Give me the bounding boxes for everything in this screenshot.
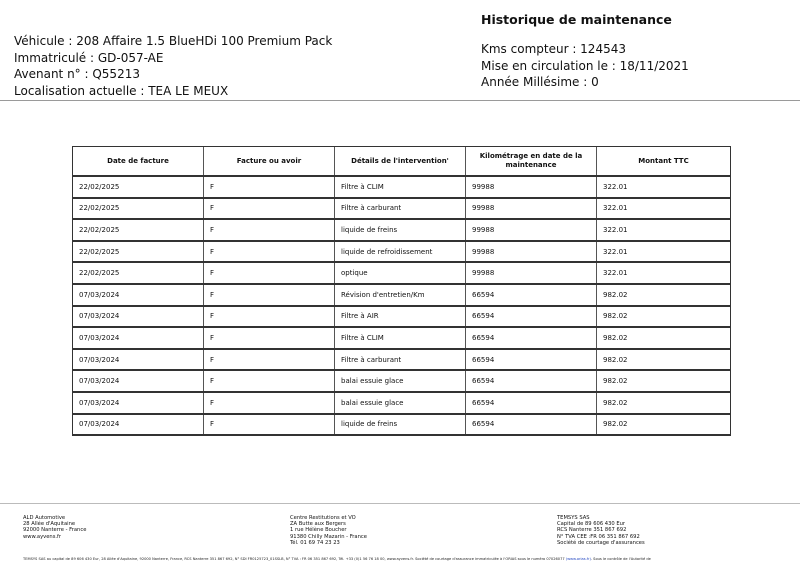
cell-intervention-details: Révision d'entretien/Km xyxy=(335,285,466,305)
table-row xyxy=(73,350,730,372)
footer-line: Centre Restitutions et VO xyxy=(290,515,356,521)
cell-mileage: 66594 xyxy=(466,328,597,348)
vintage-year: Année Millésime : 0 xyxy=(481,75,599,89)
cell-mileage: 66594 xyxy=(466,371,597,391)
cell-invoice-date: 07/03/2024 xyxy=(73,350,204,370)
cell-mileage: 66594 xyxy=(466,350,597,370)
cell-mileage: 66594 xyxy=(466,415,597,435)
cell-invoice-date: 07/03/2024 xyxy=(73,307,204,327)
cell-mileage: 66594 xyxy=(466,307,597,327)
cell-invoice-type: F xyxy=(204,263,335,283)
cell-invoice-date: 22/02/2025 xyxy=(73,199,204,219)
cell-invoice-date: 07/03/2024 xyxy=(73,415,204,435)
cell-intervention-details: Filtre à carburant xyxy=(335,350,466,370)
cell-invoice-date: 22/02/2025 xyxy=(73,177,204,197)
cell-invoice-type: F xyxy=(204,307,335,327)
maintenance-table xyxy=(72,146,731,436)
footer-company-address xyxy=(23,515,86,540)
footer-line: ALD Automotive xyxy=(23,515,66,521)
cell-amount: 982.02 xyxy=(603,290,628,299)
footer-line: 28 Allée d'Aquitaine xyxy=(23,521,76,528)
table-row xyxy=(73,263,730,285)
table-header-row xyxy=(73,147,730,177)
cell-intervention-details: optique xyxy=(335,263,466,283)
cell-invoice-type: F xyxy=(204,199,335,219)
cell-invoice-date: 22/02/2025 xyxy=(73,220,204,240)
cell-intervention-details: liquide de refroidissement xyxy=(335,242,466,262)
cell-amount: 322.01 xyxy=(603,225,628,234)
vehicle-stats xyxy=(481,41,689,91)
cell-intervention-details: Filtre à AIR xyxy=(335,307,466,327)
cell-invoice-date: 07/03/2024 xyxy=(73,285,204,305)
cell-invoice-type: F xyxy=(204,415,335,435)
cell-mileage: 66594 xyxy=(466,393,597,413)
cell-invoice-type: F xyxy=(204,371,335,391)
table-row xyxy=(73,242,730,264)
cell-invoice-type: F xyxy=(204,242,335,262)
footer-line: ZA Butte aux Bergers xyxy=(290,521,346,528)
cell-mileage: 66594 xyxy=(466,285,597,305)
cell-amount: 982.02 xyxy=(603,355,628,364)
cell-invoice-date: 07/03/2024 xyxy=(73,393,204,413)
footer-line: Société de courtage d'assurances xyxy=(557,539,645,546)
footer-line: Capital de 89 606 430 Eur xyxy=(557,521,626,528)
cell-amount: 982.02 xyxy=(603,333,628,342)
table-row xyxy=(73,220,730,242)
cell-amount: 322.01 xyxy=(603,182,628,191)
cell-amount: 322.01 xyxy=(603,269,628,278)
vehicle-info xyxy=(14,33,332,99)
legal-text-tail: . Sous le contrôle de l'Autorité de xyxy=(590,557,651,561)
vehicle-model: Véhicule : 208 Affaire 1.5 BlueHDi 100 Premium Pack xyxy=(14,34,333,48)
table-row xyxy=(73,415,730,437)
first-registration-date: Mise en circulation le : 18/11/2021 xyxy=(481,58,689,73)
cell-mileage: 99988 xyxy=(466,199,597,219)
current-location: Localisation actuelle : TEA LE MEUX xyxy=(14,83,229,98)
footer-line: 91380 Chilly Mazarin - France xyxy=(290,533,367,540)
column-header-invoice-type: Facture ou avoir xyxy=(204,147,335,175)
cell-mileage: 99988 xyxy=(466,242,597,262)
column-header-details: Détails de l'intervention' xyxy=(335,147,466,175)
table-row xyxy=(73,393,730,415)
table-row xyxy=(73,371,730,393)
cell-intervention-details: Filtre à CLIM xyxy=(335,177,466,197)
footer-restitution-center xyxy=(290,515,367,546)
footer-phone: Tél. 01 69 74 23 23 xyxy=(290,539,340,546)
cell-intervention-details: liquide de freins xyxy=(335,220,466,240)
cell-invoice-type: F xyxy=(204,285,335,305)
orias-link[interactable]: (www.orias.fr) xyxy=(565,557,591,561)
cell-intervention-details: Filtre à CLIM xyxy=(335,328,466,348)
column-header-date: Date de facture xyxy=(73,147,204,175)
cell-amount: 982.02 xyxy=(603,312,628,321)
cell-invoice-type: F xyxy=(204,393,335,413)
cell-invoice-date: 22/02/2025 xyxy=(73,263,204,283)
table-body xyxy=(73,177,730,436)
footer-line: 92000 Nanterre - France xyxy=(23,527,87,534)
cell-amount: 322.01 xyxy=(603,204,628,213)
cell-amount: 982.02 xyxy=(603,420,628,429)
footer-line: TEMSYS SAS xyxy=(557,515,590,521)
cell-mileage: 99988 xyxy=(466,220,597,240)
footer-line: N° TVA CEE :FR 06 351 867 692 xyxy=(557,533,640,540)
cell-invoice-type: F xyxy=(204,220,335,240)
cell-invoice-type: F xyxy=(204,328,335,348)
cell-amount: 982.02 xyxy=(603,398,628,407)
cell-invoice-date: 22/02/2025 xyxy=(73,242,204,262)
document-title: Historique de maintenance xyxy=(481,12,672,27)
table-row xyxy=(73,328,730,350)
cell-invoice-date: 07/03/2024 xyxy=(73,328,204,348)
cell-intervention-details: Filtre à carburant xyxy=(335,199,466,219)
footer-website: www.ayvens.fr xyxy=(23,533,62,540)
registration: Immatriculé : GD-057-AE xyxy=(14,50,164,65)
table-row xyxy=(73,199,730,221)
cell-intervention-details: balai essuie glace xyxy=(335,371,466,391)
footer-line: RCS Nanterre 351 867 692 xyxy=(557,527,627,534)
footer-legal-entity xyxy=(557,515,645,546)
odometer: Kms compteur : 124543 xyxy=(481,42,626,56)
legal-notice xyxy=(23,557,793,561)
legal-text: TEMSYS SAS au capital de 89 606 430 Eur, 28 Allée d'Aquitaine, 92000 Nanterre, France, RCS Nanterre 351 867 692, N° SDI FR0125723_01SSLB, N° TVA : FR 06 351 867 692, Tél. +33 (0)1 56 76 18 00, www.ayvens.fr. Société de courtage d'assurance immatriculée à l'ORIAS sous le numéro 07026077 xyxy=(23,557,565,561)
header-divider xyxy=(0,100,800,101)
table-row xyxy=(73,285,730,307)
cell-intervention-details: balai essuie glace xyxy=(335,393,466,413)
cell-invoice-date: 07/03/2024 xyxy=(73,371,204,391)
table-row xyxy=(73,177,730,199)
cell-invoice-type: F xyxy=(204,177,335,197)
cell-mileage: 99988 xyxy=(466,177,597,197)
amendment-number: Avenant n° : Q55213 xyxy=(14,67,140,81)
cell-intervention-details: liquide de freins xyxy=(335,415,466,435)
column-header-amount: Montant TTC xyxy=(638,156,689,165)
cell-invoice-type: F xyxy=(204,350,335,370)
footer-line: 1 rue Hélène Boucher xyxy=(290,527,347,534)
column-header-mileage: Kilométrage en date de la maintenance xyxy=(466,147,597,175)
cell-mileage: 99988 xyxy=(466,263,597,283)
cell-amount: 982.02 xyxy=(603,377,628,386)
cell-amount: 322.01 xyxy=(603,247,628,256)
table-row xyxy=(73,307,730,329)
footer-divider xyxy=(0,503,800,504)
